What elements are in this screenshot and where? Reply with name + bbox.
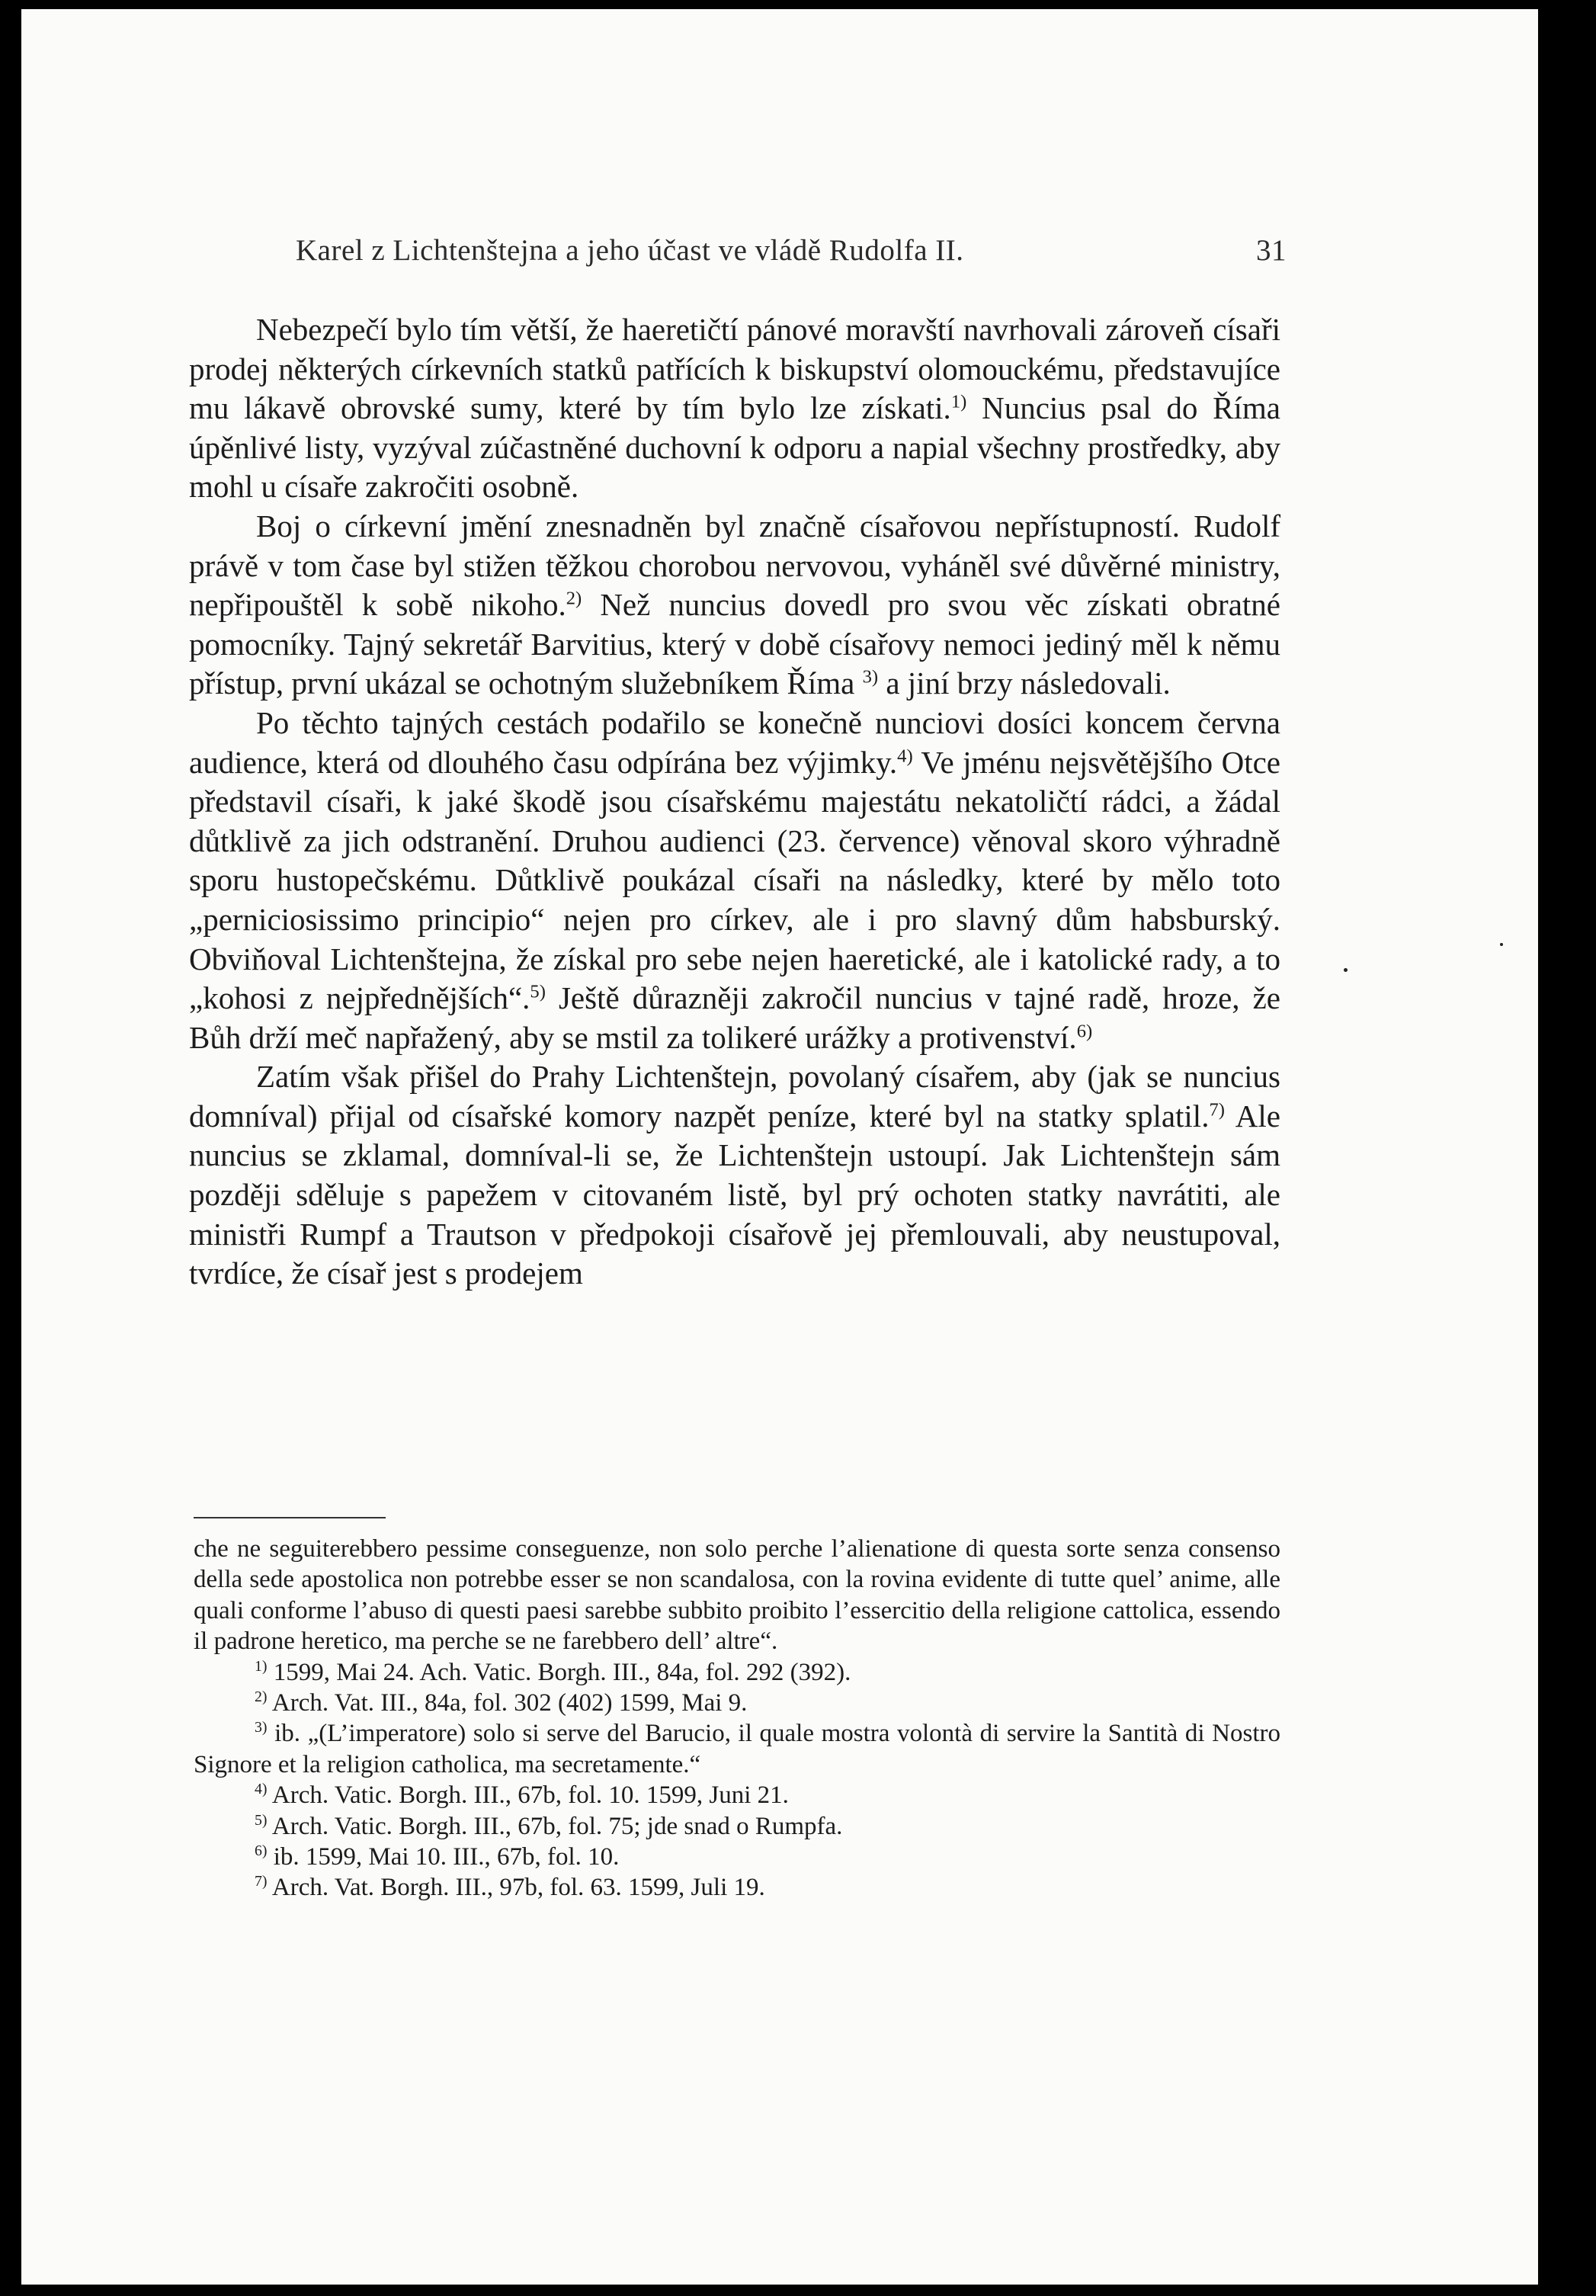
footnote-reference: 6): [1076, 1021, 1093, 1042]
page-number: 31: [1256, 234, 1287, 267]
footnote-mark: 3): [255, 1719, 268, 1736]
footnote-continuation: che ne seguiterebbero pessime conseguenze, non solo perche l’alienatione di questa sorte senza consenso della sede apostolica non potrebbe esser se non scandalosa, con la rovina evidente di tutte quel’ anime, alle quali conforme l’abuso di questi paesi sarebbe subbito proibito l’essercitio della religione cattolica, essendo il padrone heretico, ma perche se ne farebbero dell’ altre“.: [194, 1535, 1280, 1656]
scan-speck: [1344, 968, 1348, 972]
text-run: Ještě důrazněji zakročil nuncius v tajné radě, hroze, že Bůh drží meč napřažený, aby se mstil za tolikeré urážky a protivenství.: [189, 980, 1280, 1055]
scanned-page: [21, 9, 1538, 2285]
footnote-text: ib. „(L’imperatore) solo si serve del Barucio, il quale mostra volontà di servire la Santità di Nostro Signore et la religion catholica, ma secretamente.“: [194, 1720, 1280, 1778]
footnote-text: 1599, Mai 24. Ach. Vatic. Borgh. III., 84a, fol. 292 (392).: [267, 1658, 851, 1686]
footnote-text: ib. 1599, Mai 10. III., 67b, fol. 10.: [267, 1843, 620, 1871]
text-run: Boj o církevní jmění znesnadněn byl značně císařovou nepřístupností. Rudolf právě v tom čase byl stižen těžkou chorobou nervovou, vyháněl své důvěrné ministry, nepřipouštěl k sobě nikoho.: [189, 508, 1280, 623]
footnote-text: Arch. Vat. III., 84a, fol. 302 (402) 1599, Mai 9.: [267, 1689, 748, 1717]
footnotes: [194, 1534, 1280, 1903]
footnote-mark: 6): [255, 1842, 268, 1860]
footnote-mark: 5): [255, 1811, 268, 1829]
scan-speck: [1500, 943, 1503, 946]
paragraph: [189, 1057, 1280, 1294]
footnote-mark: 7): [255, 1873, 268, 1890]
main-text: [189, 310, 1280, 1294]
footnote-reference: 3): [862, 666, 879, 688]
footnote-reference: 2): [566, 588, 582, 609]
footnote: [194, 1811, 1280, 1842]
text-run: Než nuncius dovedl pro svou věc získati obratné pomocníky. Tajný sekretář Barvitius, který v době císařovy nemoci jediný měl k němu přístup, první ukázal se ochotným služebníkem Říma: [189, 587, 1280, 701]
text-run: Nebezpečí bylo tím větší, že haeretičtí pánové moravští navrhovali zároveň císaři prodej některých církevních statků patřících k biskupství olomouckému, představujíce mu lákavě obrovské sumy, které by tím bylo lze získati.: [189, 312, 1280, 426]
paragraph: [189, 507, 1280, 704]
paragraph: [189, 704, 1280, 1057]
footnote: [194, 1657, 1280, 1688]
footnote-mark: 1): [255, 1657, 268, 1675]
running-title: Karel z Lichtenštejna a jeho účast ve vládě Rudolfa II.: [296, 234, 964, 267]
text-run: Po těchto tajných cestách podařilo se konečně nunciovi dosíci koncem června audience, která od dlouhého času odpírána bez výjimky.: [189, 704, 1280, 780]
text-run: Ale nuncius se zklamal, domníval-li se, že Lichtenštejn ustoupí. Jak Lichtenštejn sám později sděluje s papežem v citovaném listě, byl prý ochoten statky navrátiti, ale ministři Rumpf a Trautson v předpokoji císařově jej přemlouvali, aby neustupoval, tvrdíce, že císař jest s prodejem: [189, 1098, 1280, 1291]
text-run: Nuncius psal do Říma úpěnlivé listy, vyzýval zúčastněné duchovní k odporu a napial všechny prostředky, aby mohl u císaře zakročiti osobně.: [189, 390, 1281, 505]
footnote-reference: 1): [950, 391, 967, 412]
footnote-reference: 5): [530, 981, 546, 1002]
footnote-separator: [194, 1517, 386, 1518]
footnote-reference: 7): [1209, 1099, 1225, 1121]
paragraph: [189, 310, 1280, 507]
footnote: [194, 1842, 1280, 1872]
text-run: Ve jménu nejsvětějšího Otce představil císaři, k jaké škodě jsou císařskému majestátu nekatoličtí rádci, a žádal důtklivě za jich odstranění. Druhou audienci (23. července) věnoval skoro výhradně sporu hustopečskému. Důtklivě poukázal císaři na následky, které by mělo toto „perniciosissimo principio“ nejen pro církev, ale i pro slavný dům habsburský. Obviňoval Lichtenštejna, že získal pro sebe nejen haeretické, ale i katolické rady, a to „kohosi z nejpřednějších“.: [189, 744, 1280, 1016]
footnote-mark: 4): [255, 1781, 268, 1798]
text-run: a jiní brzy následovali.: [878, 665, 1171, 701]
footnote-list: [194, 1657, 1280, 1903]
footnote: [194, 1688, 1280, 1718]
text-run: Zatím však přišel do Prahy Lichtenštejn, povolaný císařem, aby (jak se nuncius domníval) přijal od císařské komory nazpět peníze, které byl na statky splatil.: [189, 1059, 1280, 1134]
footnote-text: Arch. Vat. Borgh. III., 97b, fol. 63. 1599, Juli 19.: [267, 1874, 765, 1902]
footnote: [194, 1718, 1280, 1780]
footnote-reference: 4): [897, 745, 913, 766]
footnote: [194, 1780, 1280, 1810]
footnote-mark: 2): [255, 1688, 268, 1706]
footnote-text: Arch. Vatic. Borgh. III., 67b, fol. 75; jde snad o Rumpfa.: [267, 1812, 843, 1840]
footnote: [194, 1872, 1280, 1903]
footnote-text: Arch. Vatic. Borgh. III., 67b, fol. 10. 1599, Juni 21.: [267, 1781, 789, 1810]
running-header: [296, 233, 1287, 279]
